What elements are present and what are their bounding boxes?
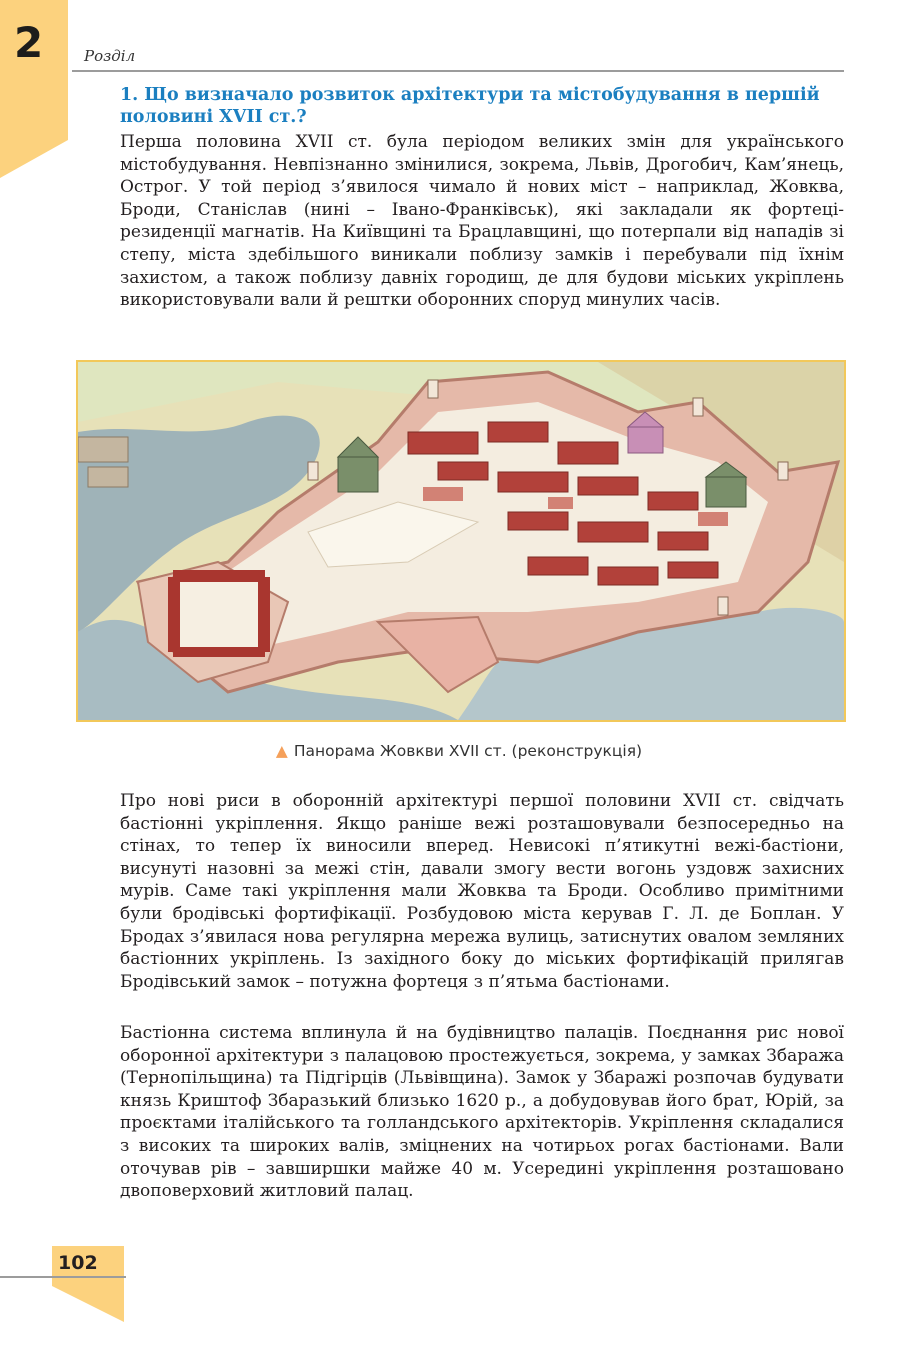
zhovkva-panorama-illustration (78, 362, 844, 720)
section-label: Розділ (84, 47, 136, 65)
footer-divider (0, 1276, 126, 1278)
figure-caption (0, 742, 918, 760)
paragraph-intro: Перша половина XVII ст. була періодом великих змін для українського містобудування. Невпізнанно змінилися, зокрема, Львів, Дрогобич, Кам’янець, Острог. У той період з’явилося чимало й нових міст – наприклад, Жовква, Броди, Станіслав (нині – Івано-Франківськ), які закладали як фортеці-резиденції магнатів. На Київщині та Брацлавщині, що потерпали від нападів зі степу, міста здебільшого виникали поблизу замків і перебували під їхнім захистом, а також поблизу давніх городищ, де для будови міських укріплень використовували вали й рештки оборонних споруд минулих часів. (120, 132, 844, 311)
caption-text: Панорама Жовкви XVII ст. (реконструкція) (293, 742, 643, 760)
paragraph-palaces: Бастіонна система вплинула й на будівництво палаців. Поєднання рис нової оборонної архітектури з палацовою простежується, зокрема, у замках Збаража (Тернопільщина) та Підгірців (Львівщина). Замок у Збаражі розпочав будувати князь Криштоф Збаразький близько 1620 р., а добудовував його брат, Юрій, за проєктами італійського та голландського архітекторів. Укріплення складалися з високих та широких валів, зміцнених на чотирьох рогах бастіонами. Вали оточував рів – завширшки майже 40 м. Усередині укріплення розташовано двоповерховий житловий палац. (120, 1023, 844, 1202)
section-heading: 1. Що визначало розвиток архітектури та містобудування в першій половині XVII ст.? (120, 85, 820, 127)
panorama-figure (76, 360, 846, 722)
caption-triangle-icon: ▲ (275, 742, 288, 760)
paragraph-bastions: Про нові риси в оборонній архітектурі першої половини XVII ст. свідчать бастіонні укріплення. Якщо раніше вежі розташовували безпосередньо на стінах, то тепер їх виносили вперед. Невисокі п’ятикутні вежі-бастіони, висунуті назовні за межі стін, давали змогу вести вогонь уздовж захисних мурів. Саме такі укріплення мали Жовква та Броди. Особливо примітними були бродівські фортифікації. Розбудовою міста керував Г. Л. де Боплан. У Бродах з’явилася нова регулярна мережа вулиць, затиснутих овалом земляних бастіонних укріплень. Із західного боку до міських фортифікацій прилягав Бродівський замок – потужна фортеця з п’ятьма бастіонами. (120, 791, 844, 992)
header-divider (72, 70, 844, 72)
page-number: 102 (58, 1252, 98, 1274)
chapter-number: 2 (14, 18, 44, 67)
